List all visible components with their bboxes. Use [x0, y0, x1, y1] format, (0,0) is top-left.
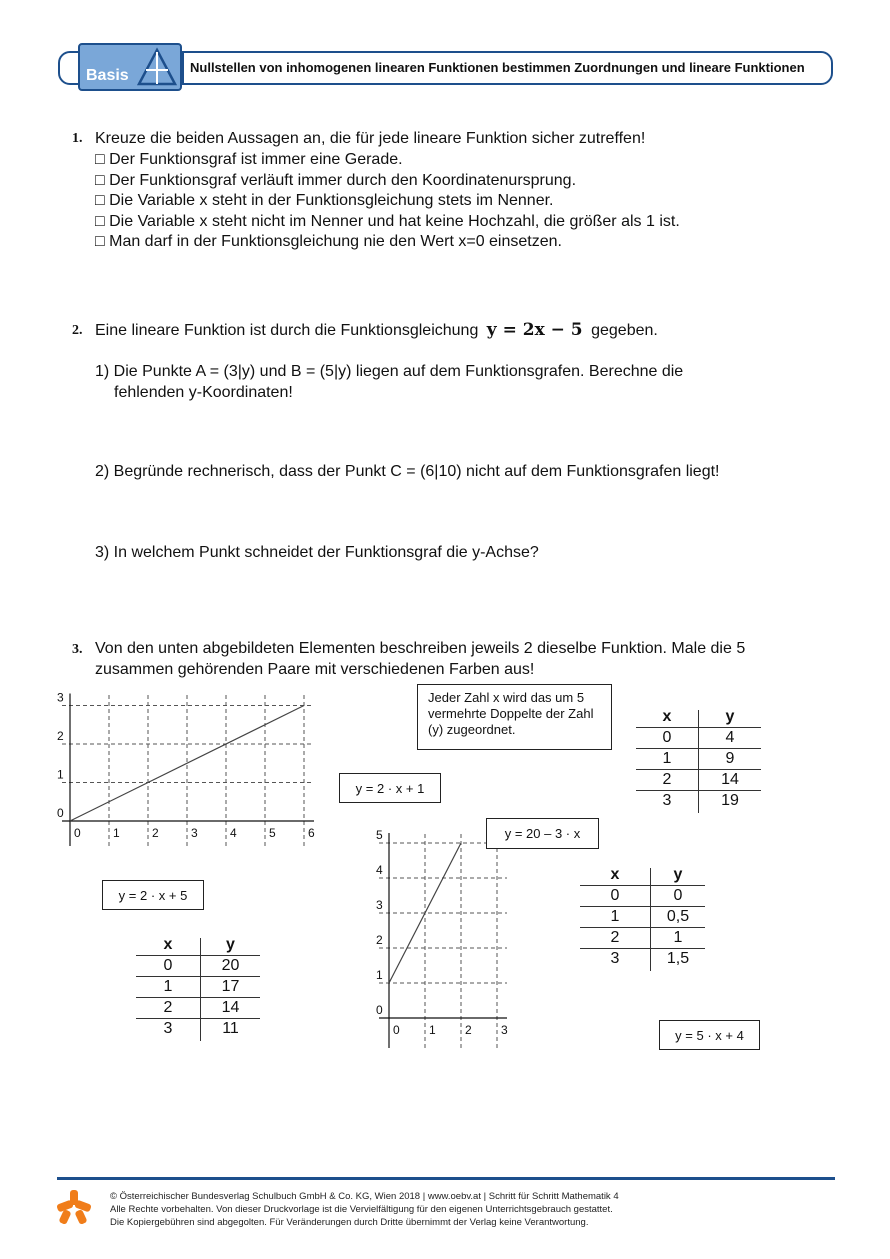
table-c-cell: 20 [221, 957, 240, 974]
table-c-cell: 1 [163, 978, 173, 995]
task3-line1: Von den unten abgebildeten Elementen beschreiben jeweils 2 dieselbe Funktion. Male die 5 [95, 640, 746, 657]
table-b-cell: 1 [673, 929, 683, 946]
y-tick-label: 3 [57, 690, 64, 705]
table-c-header-y: y [226, 936, 235, 953]
table-a-header-y: y [725, 708, 735, 725]
table-b-cell: 3 [610, 950, 620, 967]
task1-option-1[interactable]: □ Der Funktionsgraf ist immer eine Gerade. [95, 151, 403, 168]
table-b-cell: 1,5 [666, 950, 690, 967]
task2-sub3: 3) In welchem Punkt schneidet der Funktionsgraf die y-Achse? [95, 544, 539, 561]
basis-triangle-icon [136, 46, 178, 88]
basis-logo-label: Basis [86, 67, 129, 84]
table-c-divider [136, 997, 260, 998]
task1-option-3[interactable]: □ Die Variable x steht in der Funktionsgleichung stets im Nenner. [95, 192, 554, 209]
x-tick-label: 4 [230, 826, 237, 840]
task1-option-5[interactable]: □ Man darf in der Funktionsgleichung nie den Wert x=0 einsetzen. [95, 233, 562, 250]
table-a-cell: 4 [725, 729, 735, 746]
y-tick-label: 5 [376, 828, 383, 842]
task2-sub1-line1: 1) Die Punkte A = (3|y) und B = (5|y) liegen auf dem Funktionsgrafen. Berechne die [95, 363, 684, 380]
x-tick-label: 2 [465, 1023, 472, 1037]
table-b-divider [580, 885, 705, 886]
table-b-cell: 0 [610, 887, 620, 904]
task2-intro-before: Eine lineare Funktion ist durch die Funktionsgleichung [95, 322, 479, 339]
table-a-cell: 19 [721, 792, 739, 809]
table-c-divider [136, 955, 260, 956]
task3-number: 3. [72, 642, 83, 657]
y-tick-label: 3 [376, 898, 383, 912]
task2-equation: y = 2x − 5 [486, 320, 583, 340]
table-c-cell: 2 [163, 999, 173, 1016]
table-c-cell: 3 [163, 1020, 173, 1037]
verbal-rule-box[interactable]: Jeder Zahl x wird das um 5 vermehrte Doppelte der Zahl (y) zugeordnet. [417, 684, 612, 750]
table-a-cell: 0 [662, 729, 672, 746]
equation-box-c[interactable]: y = 2 · x + 5 [102, 880, 204, 910]
table-b-cell: 0,5 [666, 908, 690, 925]
equation-box-b[interactable]: y = 20 – 3 · x [486, 818, 599, 849]
footer-line [57, 1177, 835, 1180]
footer-text [110, 1190, 619, 1229]
header-separator [182, 53, 184, 83]
footer-line-1: © Österreichischer Bundesverlag Schulbuch GmbH & Co. KG, Wien 2018 | www.oebv.at | Schritt für Schritt Mathematik 4 [110, 1191, 619, 1202]
value-table-a[interactable] [636, 708, 761, 813]
table-c-divider [136, 1018, 260, 1019]
table-c-cell: 17 [221, 978, 240, 995]
value-table-c[interactable] [136, 936, 260, 1041]
footer-line-3: Die Kopiergebühren sind abgegolten. Für Veränderungen durch Dritte übernimmt der Verlag keine Verantwortung. [110, 1217, 589, 1228]
y-tick-label: 2 [376, 933, 383, 947]
table-c-cell: 11 [222, 1020, 239, 1037]
table-c-divider [136, 976, 260, 977]
task3-line2: zusammen gehörenden Paare mit verschiedenen Farben aus! [95, 660, 535, 678]
task2-sub2: 2) Begründe rechnerisch, dass der Punkt C = (6|10) nicht auf dem Funktionsgrafen liegt! [95, 463, 720, 480]
y-tick-label: 1 [376, 968, 383, 982]
table-b-cell: 1 [610, 908, 620, 925]
x-tick-label: 1 [113, 826, 120, 840]
equation-box-a[interactable]: y = 2 · x + 1 [339, 773, 441, 803]
task1-number: 1. [72, 131, 83, 146]
table-c-cell: 14 [221, 999, 240, 1016]
table-b-divider [580, 948, 705, 949]
y-tick-label: 0 [57, 806, 64, 820]
task2-number: 2. [72, 323, 83, 338]
table-b-cell: 2 [610, 929, 620, 946]
table-a-header-x: x [662, 708, 672, 725]
table-b-divider [580, 927, 705, 928]
graph-1 [50, 690, 330, 850]
x-tick-label: 0 [393, 1023, 400, 1037]
table-b-header-x: x [610, 866, 620, 883]
footer-line-2: Alle Rechte vorbehalten. Von dieser Druckvorlage ist die Vervielfältigung für den eigenen Unterrichtsgebrauch gestattet. [110, 1204, 613, 1215]
x-tick-label: 3 [501, 1023, 508, 1037]
x-tick-label: 1 [429, 1023, 436, 1037]
task2-intro-after: gegeben. [591, 322, 658, 339]
table-b-divider [580, 906, 705, 907]
y-tick-label: 2 [57, 729, 64, 743]
task2-sub1-line2: fehlenden y-Koordinaten! [114, 384, 293, 401]
table-c-header-x: x [163, 936, 173, 953]
value-table-b[interactable] [580, 866, 705, 971]
table-c-cell: 0 [163, 957, 173, 974]
table-a-cell: 1 [662, 750, 672, 767]
graph-2 [360, 828, 530, 1080]
task1-option-4[interactable]: □ Die Variable x steht nicht im Nenner und hat keine Hochzahl, die größer als 1 ist. [95, 212, 680, 230]
x-tick-label: 3 [191, 826, 198, 840]
header-title: Nullstellen von inhomogenen linearen Funktionen bestimmen Zuordnungen und lineare Funktionen [190, 60, 805, 75]
table-a-cell: 3 [662, 792, 672, 809]
task2-intro [95, 320, 658, 342]
y-tick-label: 1 [57, 767, 64, 782]
equation-box-d[interactable]: y = 5 · x + 4 [659, 1020, 760, 1050]
task1-question: Kreuze die beiden Aussagen an, die für jede lineare Funktion sicher zutreffen! [95, 130, 646, 147]
x-tick-label: 2 [152, 826, 159, 840]
table-b-cell: 0 [673, 887, 683, 904]
y-tick-label: 0 [376, 1003, 383, 1017]
x-tick-label: 0 [74, 826, 81, 840]
x-tick-label: 5 [269, 826, 276, 840]
table-a-cell: 2 [662, 771, 672, 788]
table-a-cell: 14 [721, 771, 739, 788]
table-a-cell: 9 [725, 750, 735, 767]
x-tick-label: 6 [308, 826, 315, 840]
publisher-logo-icon [55, 1188, 93, 1226]
table-b-header-y: y [673, 866, 683, 883]
y-tick-label: 4 [376, 863, 383, 877]
task1-option-2[interactable]: □ Der Funktionsgraf verläuft immer durch den Koordinatenursprung. [95, 171, 577, 189]
